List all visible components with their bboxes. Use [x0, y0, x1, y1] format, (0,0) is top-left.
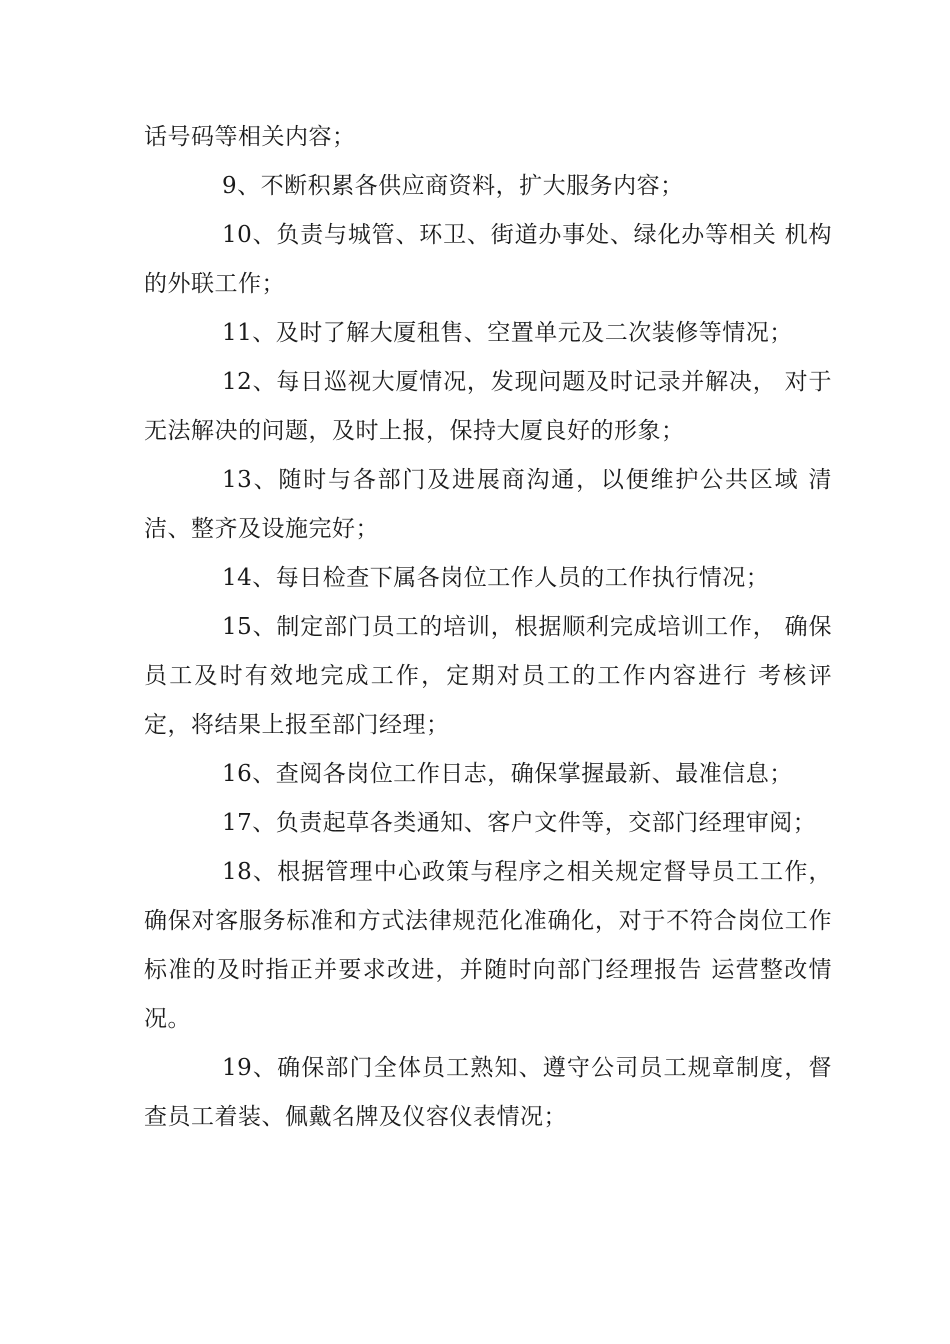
paragraph-item-14: 14、每日检查下属各岗位工作人员的工作执行情况；: [222, 565, 770, 591]
paragraph-item-9: 9、不断积累各供应商资料，扩大服务内容；: [222, 173, 684, 199]
paragraph-item-16: 16、查阅各岗位工作日志，确保掌握最新、最准信息；: [222, 761, 793, 787]
paragraph-continuation: 话号码等相关内容；: [144, 124, 356, 150]
document-body: [144, 113, 832, 1142]
paragraph-item-19: 19、确保部门全体员工熟知、遵守公司员工规章制度，督查员工着装、佩戴名牌及仪容仪表情况；: [144, 1055, 832, 1130]
paragraph-item-17: 17、负责起草各类通知、客户文件等，交部门经理审阅；: [222, 810, 817, 836]
paragraph-item-13: 13、随时与各部门及进展商沟通，以便维护公共区域 清洁、整齐及设施完好；: [144, 467, 832, 542]
paragraph-item-11: 11、及时了解大厦租售、空置单元及二次装修等情况；: [222, 320, 793, 346]
paragraph-item-15: 15、制定部门员工的培训，根据顺利完成培训工作， 确保员工及时有效地完成工作，定期对员工的工作内容进行 考核评定，将结果上报至部门经理；: [144, 614, 832, 738]
paragraph-item-18: 18、根据管理中心政策与程序之相关规定督导员工工作，确保对客服务标准和方式法律规范化准确化，对于不符合岗位工作标准的及时指正并要求改进，并随时向部门经理报告 运营整改情况。: [144, 859, 832, 1032]
paragraph-item-12: 12、每日巡视大厦情况，发现问题及时记录并解决， 对于无法解决的问题，及时上报，保持大厦良好的形象；: [144, 369, 832, 444]
paragraph-item-10: 10、负责与城管、环卫、街道办事处、绿化办等相关 机构的外联工作；: [144, 222, 832, 297]
